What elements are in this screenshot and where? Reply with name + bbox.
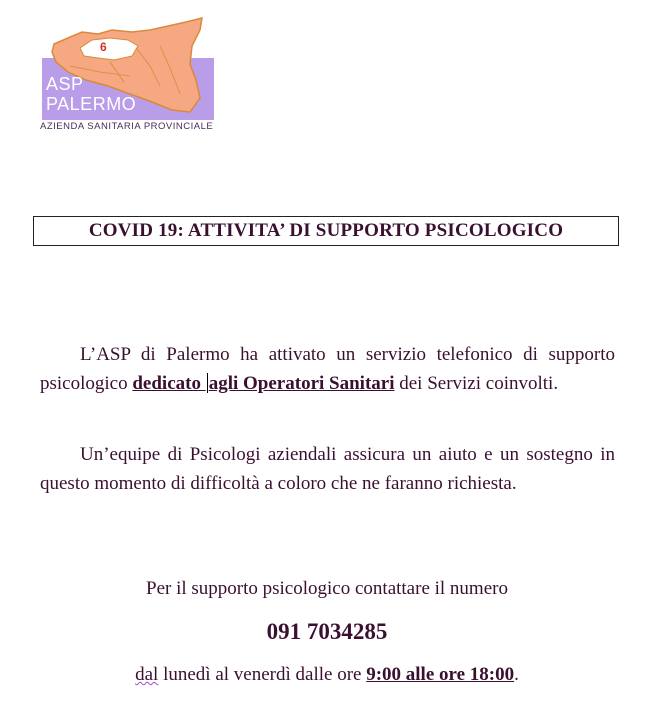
logo-name-line1: ASP [46,74,84,94]
logo-subtitle: AZIENDA SANITARIA PROVINCIALE [40,121,214,132]
opening-hours [0,664,654,686]
target-operators: agli Operatori Sanitari [208,373,395,394]
title-box [33,216,619,246]
asp-palermo-logo [40,16,220,138]
district-number: 6 [100,40,107,54]
dedicated-word: dedicato [132,373,206,394]
hours-days: lunedì al venerdì dalle ore [158,664,367,685]
hours-time: 9:00 alle ore 18:00 [366,664,515,685]
logo-name-line2: PALERMO [46,94,137,114]
phone-number: 091 7034285 [266,619,388,644]
hours-word-dal: dal [135,664,159,685]
paragraph-equipe: Un’equipe di Psicologi aziendali assicura un aiuto e un sostegno in questo momento di difficoltà a coloro che ne faranno richiesta. [40,444,615,494]
hours-end: . [514,664,519,685]
paragraph-service-end: dei Servizi coinvolti. [394,373,559,394]
paragraph-service [40,340,615,398]
paragraph-service-intro: L’ASP di Palermo ha attivato un servizio telefonico di supporto psicologico [40,344,615,394]
text-cursor [207,373,208,393]
page-title: COVID 19: ATTIVITA’ DI SUPPORTO PSICOLOGICO [88,220,564,241]
contact-intro: Per il supporto psicologico contattare il numero [146,578,508,599]
dedicated-phrase [132,373,394,394]
